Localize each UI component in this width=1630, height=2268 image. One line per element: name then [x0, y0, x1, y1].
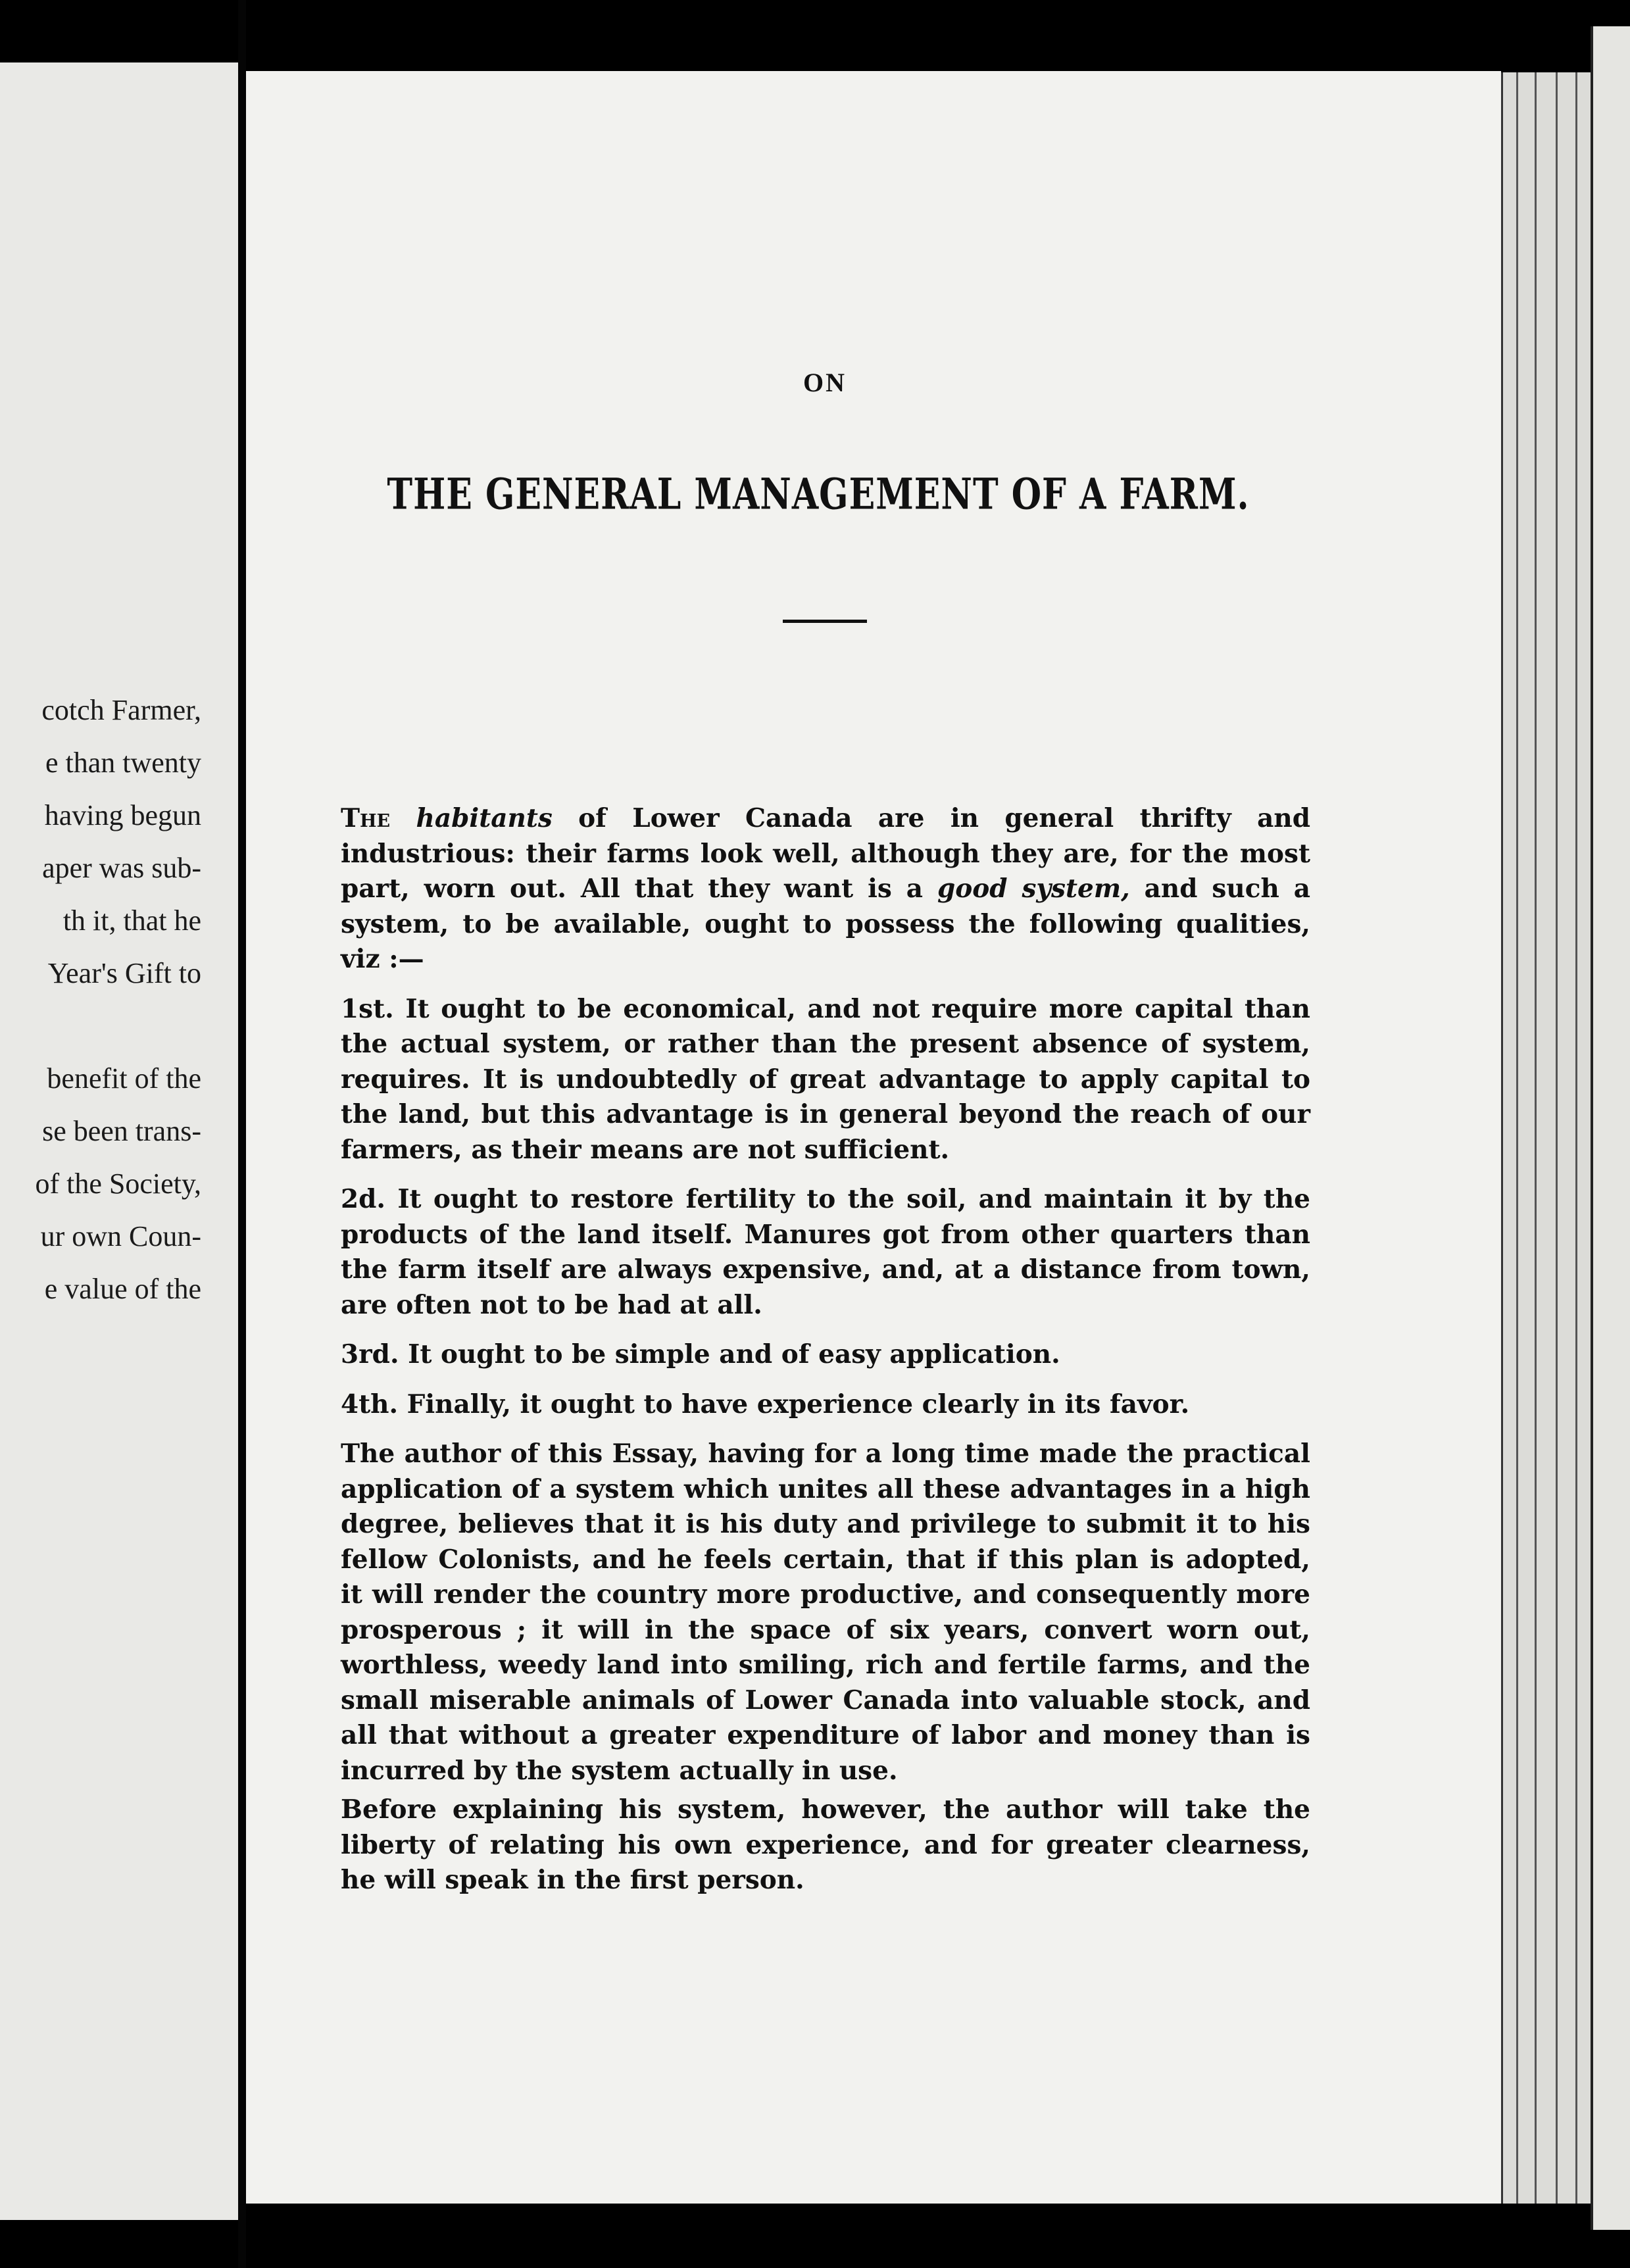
title-rule: [783, 620, 867, 623]
habitants-word: habitants: [416, 803, 553, 833]
good-system-phrase: good system,: [937, 874, 1130, 904]
main-page: [246, 71, 1501, 2204]
page-title: THE GENERAL MANAGEMENT OF A FARM.: [387, 469, 1250, 520]
left-page-line: aper was sub-: [42, 852, 201, 884]
left-page-line: th it, that he: [62, 904, 201, 937]
intro-text-1: of Lower Canada are in general thrifty and industrious: their farms look well, although they are, for the most part, worn out. All that they want is a: [341, 803, 1310, 904]
left-page-line: se been trans-: [42, 1115, 201, 1147]
point-2: 2d. It ought to restore fertility to the soil, and maintain it by the products of the land itself. Manures got from other quarters than the farm itself are always expensive, and, at a distance from town, are often not to be had at all.: [341, 1184, 1310, 1320]
author-paragraph: The author of this Essay, having for a long time made the practical application of a system which unites all these advantages in a high degree, believes that it is his duty and privilege to submit it to his fellow Colonists, and he feels certain, that if this plan is adopted, it will render the country more productive, and consequently more prosperous ; it will in the space of six years, convert worn out, worthless, weedy land into smiling, rich and fertile farms, and the small miserable animals of Lower Canada into valuable stock, and all that without a greater expenditure of labor and money than is incurred by the system actually in use.: [341, 1439, 1310, 1786]
point-1: 1st. It ought to be economical, and not require more capital than the actual system, or rather than the present absence of system, requires. It is undoubtedly of great advantage to apply capital to the land, but this advantage is in general beyond the reach of our farmers, as their means are not sufficient.: [341, 993, 1310, 1165]
left-page-line: cotch Farmer,: [41, 694, 201, 726]
book-gutter: [238, 0, 246, 2268]
previous-page-fragment: [0, 62, 238, 2220]
left-page-line: ur own Coun-: [40, 1220, 201, 1252]
left-page-line: Year's Gift to: [47, 957, 201, 989]
left-page-line: e than twenty: [45, 747, 201, 779]
pre-title: ON: [803, 368, 847, 397]
body-text: [304, 801, 1310, 1898]
closing-paragraph: Before explaining his system, however, the author will take the liberty of relating his own experience, and for greater clearness, he will speak in the first person.: [341, 1794, 1310, 1895]
intro-text-2: and such a system, to be available, ought to possess the following qualities, viz :—: [341, 874, 1311, 974]
point-4: 4th. Finally, it ought to have experience clearly in its favor.: [341, 1389, 1190, 1419]
left-page-line: of the Society,: [35, 1168, 201, 1200]
bleed-through-ghost: [26, 395, 36, 440]
bleed-through-text: [529, 301, 536, 333]
left-page-line: e value of the: [44, 1273, 201, 1305]
lead-word: The: [341, 803, 391, 833]
left-page-line: having begun: [44, 799, 201, 831]
heading-block: [309, 367, 1314, 623]
intro-paragraph: [304, 801, 1310, 977]
book-edge-strip: [1591, 26, 1630, 2230]
left-page-line: benefit of the: [47, 1062, 201, 1095]
point-3: 3rd. It ought to be simple and of easy application.: [341, 1339, 1060, 1369]
page-stack-edge: [1501, 72, 1591, 2204]
